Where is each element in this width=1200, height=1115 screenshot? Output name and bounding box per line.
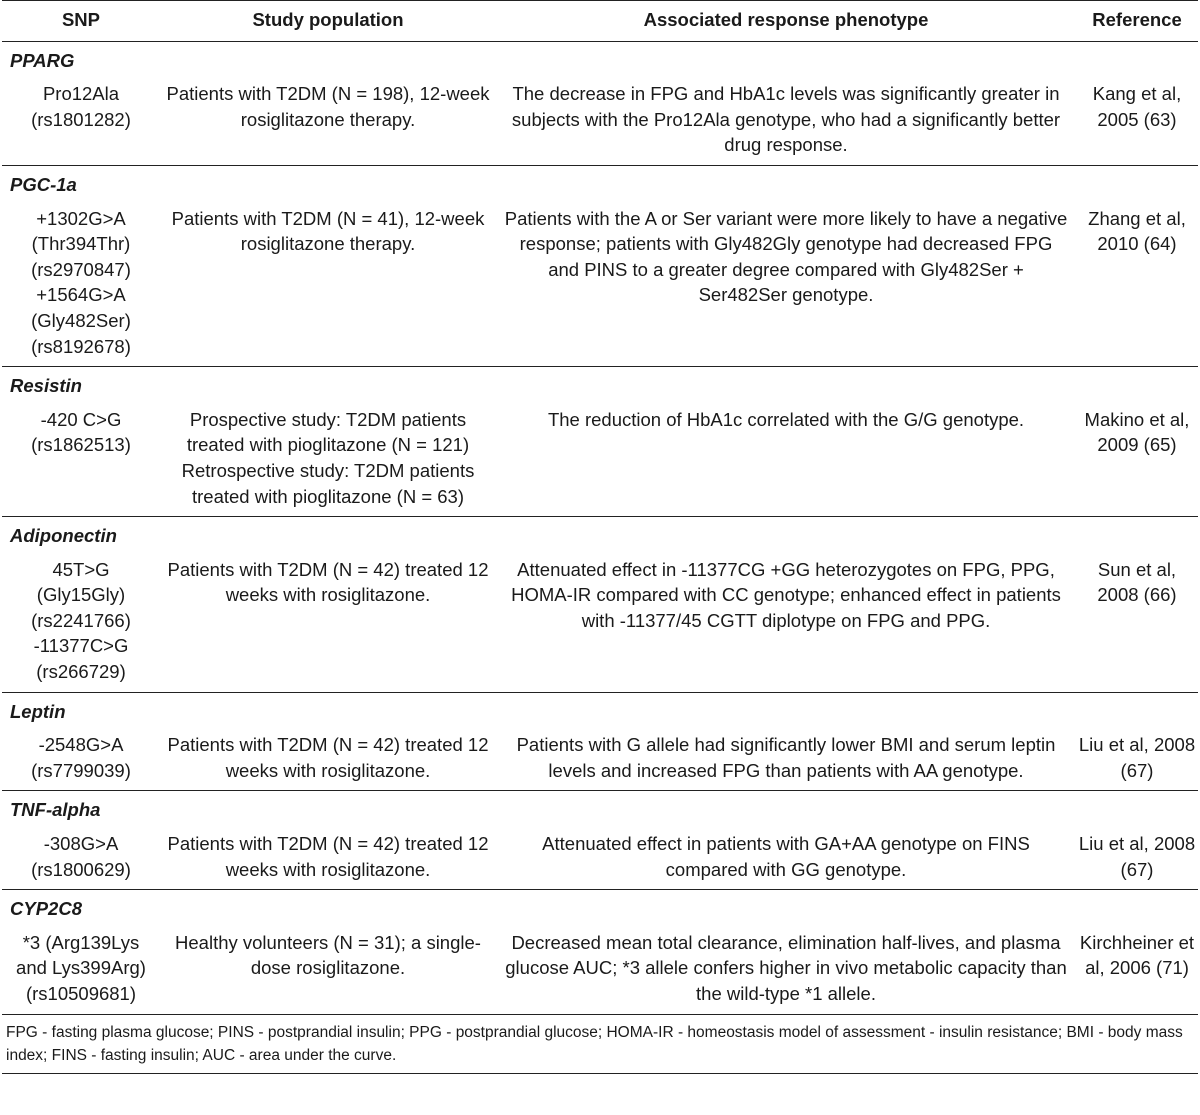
snp-line: (rs1862513) xyxy=(31,434,131,456)
gene-group-row xyxy=(2,692,1198,728)
gene-group-row xyxy=(2,791,1198,827)
table-footnote: FPG - fasting plasma glucose; PINS - postprandial insulin; PPG - postprandial glucose; HOMA-IR - homeostasis model of assessment - insulin resistance; BMI - body mass index; FINS - fasting insulin; AUC - area under the curve. xyxy=(2,1014,1198,1074)
snp-line: +1564G>A xyxy=(36,284,126,306)
study-population-cell: Patients with T2DM (N = 198), 12-week rosiglitazone therapy. xyxy=(166,83,490,130)
phenotype-cell: The decrease in FPG and HbA1c levels was significantly greater in subjects with the Pro12Ala genotype, who had a significantly better drug response. xyxy=(511,83,1061,156)
snp-line: (rs8192678) xyxy=(31,335,131,357)
table-body xyxy=(2,41,1198,1014)
snp-line: 45T>G xyxy=(52,558,110,580)
study-population-cell: Patients with T2DM (N = 42) treated 12 weeks with rosiglitazone. xyxy=(167,833,489,880)
header-row xyxy=(2,1,1198,42)
snp-line: *3 (Arg139Lys xyxy=(22,931,140,953)
snp-line: (rs1800629) xyxy=(31,858,131,880)
snp-cell xyxy=(2,403,160,517)
header-phenotype: Associated response phenotype xyxy=(496,1,1076,42)
gene-name: CYP2C8 xyxy=(2,890,1198,926)
table-row xyxy=(2,403,1198,517)
gene-group-row xyxy=(2,165,1198,201)
snp-line: -11377C>G xyxy=(33,635,129,657)
phenotype-cell: The reduction of HbA1c correlated with the G/G genotype. xyxy=(547,408,1025,430)
snp-line: -308G>A xyxy=(43,833,119,855)
gene-name: Adiponectin xyxy=(2,517,1198,553)
snp-cell xyxy=(2,827,160,890)
snp-line: -2548G>A xyxy=(38,734,124,756)
snp-line: +1302G>A xyxy=(36,207,126,229)
snp-line: (rs1801282) xyxy=(31,108,131,130)
reference-cell: Liu et al, 2008 (67) xyxy=(1078,734,1196,781)
phenotype-cell: Decreased mean total clearance, elimination half-lives, and plasma glucose AUC; *3 allele confers higher in vivo metabolic capacity than the wild-type *1 allele. xyxy=(505,931,1067,1004)
phenotype-cell: Attenuated effect in patients with GA+AA genotype on FINS compared with GG genotype. xyxy=(542,833,1030,880)
snp-line: (rs10509681) xyxy=(25,983,137,1004)
reference-cell: Liu et al, 2008 (67) xyxy=(1078,833,1196,880)
table-row xyxy=(2,553,1198,692)
study-population-cell: Patients with T2DM (N = 42) treated 12 weeks with rosiglitazone. xyxy=(167,734,489,781)
snp-response-table xyxy=(2,0,1198,1014)
study-population-cell: Patients with T2DM (N = 41), 12-week rosiglitazone therapy. xyxy=(171,207,485,255)
phenotype-cell: Patients with G allele had significantly lower BMI and serum leptin levels and increased FPG than patients with AA genotype. xyxy=(516,734,1056,781)
table-row xyxy=(2,827,1198,890)
reference-cell: Kirchheiner et al, 2006 (71) xyxy=(1079,931,1195,979)
snp-line: and Lys399Arg) xyxy=(16,957,146,979)
phenotype-cell: Attenuated effect in -11377CG +GG heterozygotes on FPG, PPG, HOMA-IR compared with CC genotype; enhanced effect in patients with -11377/45 CGTT diplotype on FPG and PPG. xyxy=(511,558,1061,631)
snp-line: (rs2970847) xyxy=(31,258,131,280)
snp-line: (Gly15Gly) xyxy=(36,584,126,606)
snp-line: -420 C>G xyxy=(40,408,122,430)
study-population-cell: Patients with T2DM (N = 42) treated 12 weeks with rosiglitazone. xyxy=(167,558,489,606)
table-row xyxy=(2,202,1198,367)
table-row xyxy=(2,77,1198,165)
snp-cell xyxy=(2,926,160,1014)
table-row xyxy=(2,926,1198,1014)
table-container xyxy=(2,0,1198,1074)
reference-cell: Zhang et al, 2010 (64) xyxy=(1088,207,1186,255)
snp-line: (rs266729) xyxy=(36,661,126,683)
reference-cell: Kang et al, 2005 (63) xyxy=(1092,83,1182,130)
gene-group-row xyxy=(2,41,1198,77)
gene-group-row xyxy=(2,517,1198,553)
gene-name: Leptin xyxy=(2,692,1198,728)
snp-cell xyxy=(2,77,160,165)
gene-name: PPARG xyxy=(10,49,75,71)
snp-cell xyxy=(2,553,160,692)
snp-cell xyxy=(2,202,160,367)
snp-line: (rs2241766) xyxy=(31,609,131,631)
snp-cell xyxy=(2,728,160,791)
snp-line: (Thr394Thr) xyxy=(31,233,131,255)
study-population-cell: Prospective study: T2DM patients treated with pioglitazone (N = 121) Retrospective study: T2DM patients treated with pioglitazone (N = 63) xyxy=(181,408,475,507)
table-row xyxy=(2,728,1198,791)
header-reference: Reference xyxy=(1076,1,1198,42)
snp-line: (Gly482Ser) xyxy=(31,309,131,331)
header-snp: SNP xyxy=(2,1,160,42)
phenotype-cell: Patients with the A or Ser variant were more likely to have a negative response; patients with Gly482Gly genotype had decreased FPG and PINS to a greater degree compared with Gly482Ser + Ser482Ser genotype. xyxy=(504,207,1068,306)
reference-cell: Makino et al, 2009 (65) xyxy=(1084,408,1190,456)
snp-line: Pro12Ala xyxy=(42,83,120,105)
study-population-cell: Healthy volunteers (N = 31); a single-dose rosiglitazone. xyxy=(175,931,481,979)
snp-line: (rs7799039) xyxy=(31,759,131,781)
header-study-population: Study population xyxy=(160,1,496,42)
gene-group-row xyxy=(2,890,1198,926)
reference-cell: Sun et al, 2008 (66) xyxy=(1097,558,1177,606)
gene-group-row xyxy=(2,367,1198,403)
gene-name: PGC-1a xyxy=(2,165,1198,201)
gene-name: Resistin xyxy=(2,367,1198,403)
gene-name: TNF-alpha xyxy=(2,791,1198,827)
